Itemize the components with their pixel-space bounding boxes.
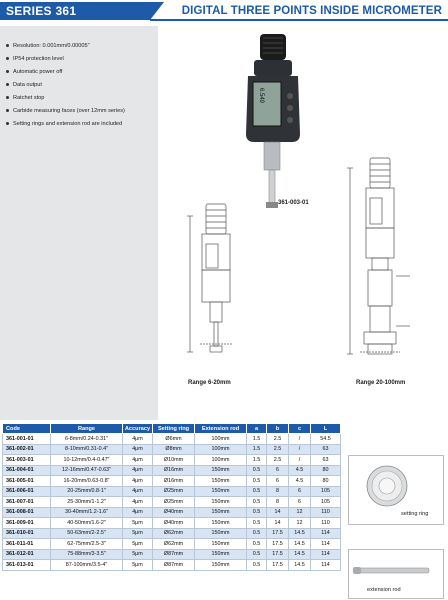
- cell-a: 0.5: [247, 497, 267, 508]
- bullet-icon: [6, 57, 9, 60]
- cell-c: 4.5: [289, 476, 311, 487]
- table-row: [3, 518, 341, 529]
- col-header-c: c: [289, 424, 311, 434]
- extension-rod-label: extension rod: [367, 587, 401, 593]
- cell-accuracy: 5μm: [123, 539, 153, 550]
- cell-a: 0.5: [247, 507, 267, 518]
- col-header-range: Range: [51, 424, 123, 434]
- cell-b: 2.5: [267, 434, 289, 445]
- cell-c: 6: [289, 497, 311, 508]
- cell-c: 4.5: [289, 465, 311, 476]
- cell-a: 0.5: [247, 560, 267, 571]
- table-row: [3, 476, 341, 487]
- cell-setting-ring: Ø8mm: [153, 444, 195, 455]
- cell-l: 63: [311, 455, 341, 466]
- cell-b: 17.5: [267, 549, 289, 560]
- feature-item: IP54 protection level: [6, 53, 196, 66]
- cell-b: 6: [267, 465, 289, 476]
- cell-accuracy: 4μm: [123, 507, 153, 518]
- cell-accuracy: 4μm: [123, 476, 153, 487]
- cell-accuracy: 4μm: [123, 486, 153, 497]
- cell-c: /: [289, 455, 311, 466]
- col-header-b: b: [267, 424, 289, 434]
- cell-code: 361-013-01: [3, 560, 51, 571]
- cell-code: 361-008-01: [3, 507, 51, 518]
- table-row: [3, 560, 341, 571]
- table-row: [3, 455, 341, 466]
- cell-l: 80: [311, 476, 341, 487]
- cell-code: 361-002-01: [3, 444, 51, 455]
- cell-extension-rod: 150mm: [195, 539, 247, 550]
- cell-range: 6-8mm/0.24-0.31": [51, 434, 123, 445]
- cell-code: 361-011-01: [3, 539, 51, 550]
- series-title: SERIES 361: [0, 2, 150, 20]
- feature-item: Data output: [6, 79, 196, 92]
- cell-range: 40-50mm/1.6-2": [51, 518, 123, 529]
- cell-range: 87-100mm/3.5-4": [51, 560, 123, 571]
- large-range-label: Range 20-100mm: [356, 380, 406, 386]
- cell-range: 12-16mm/0.47-0.63": [51, 465, 123, 476]
- feature-item: Automatic power off: [6, 66, 196, 79]
- cell-extension-rod: 100mm: [195, 434, 247, 445]
- cell-b: 14: [267, 507, 289, 518]
- spec-table: [2, 423, 341, 571]
- cell-c: /: [289, 434, 311, 445]
- table-header-row: [3, 424, 341, 434]
- cell-a: 0.5: [247, 549, 267, 560]
- col-header-accuracy: Accuracy: [123, 424, 153, 434]
- cell-l: 114: [311, 528, 341, 539]
- cell-range: 62-75mm/2.5-3": [51, 539, 123, 550]
- feature-item: Setting rings and extension rod are included: [6, 118, 196, 131]
- cell-l: 54.5: [311, 434, 341, 445]
- small-range-label: Range 6-20mm: [188, 380, 231, 386]
- cell-c: 14.5: [289, 560, 311, 571]
- cell-c: /: [289, 444, 311, 455]
- cell-accuracy: 4μm: [123, 444, 153, 455]
- cell-setting-ring: Ø40mm: [153, 518, 195, 529]
- cell-extension-rod: 150mm: [195, 497, 247, 508]
- cell-accuracy: 4μm: [123, 497, 153, 508]
- cell-code: 361-003-01: [3, 455, 51, 466]
- bullet-icon: [6, 122, 9, 125]
- cell-l: 114: [311, 560, 341, 571]
- cell-c: 14.5: [289, 528, 311, 539]
- cell-accuracy: 4μm: [123, 455, 153, 466]
- cell-range: 30-40mm/1.2-1.6": [51, 507, 123, 518]
- bullet-icon: [6, 96, 9, 99]
- cell-range: 10-12mm/0.4-0.47": [51, 455, 123, 466]
- cell-l: 105: [311, 497, 341, 508]
- cell-l: 110: [311, 518, 341, 529]
- product-title: DIGITAL THREE POINTS INSIDE MICROMETER: [181, 5, 442, 17]
- setting-ring-box: [348, 455, 444, 525]
- cell-extension-rod: 150mm: [195, 560, 247, 571]
- brand-logo: ACCUD: [236, 62, 242, 80]
- cell-c: 14.5: [289, 539, 311, 550]
- cell-l: 114: [311, 549, 341, 560]
- cell-setting-ring: Ø40mm: [153, 507, 195, 518]
- cell-range: 8-10mm/0.31-0.4": [51, 444, 123, 455]
- cell-accuracy: 5μm: [123, 518, 153, 529]
- cell-b: 6: [267, 476, 289, 487]
- cell-setting-ring: Ø25mm: [153, 497, 195, 508]
- cell-extension-rod: 150mm: [195, 476, 247, 487]
- cell-a: 0.5: [247, 476, 267, 487]
- cell-a: 0.5: [247, 518, 267, 529]
- cell-b: 17.5: [267, 539, 289, 550]
- cell-extension-rod: 150mm: [195, 507, 247, 518]
- header-bar: [0, 0, 448, 22]
- cell-c: 6: [289, 486, 311, 497]
- cell-c: 12: [289, 518, 311, 529]
- cell-extension-rod: 150mm: [195, 528, 247, 539]
- bullet-icon: [6, 83, 9, 86]
- cell-range: 20-25mm/0.8-1": [51, 486, 123, 497]
- cell-c: 12: [289, 507, 311, 518]
- cell-code: 361-012-01: [3, 549, 51, 560]
- cell-a: 1.5: [247, 434, 267, 445]
- cell-b: 2.5: [267, 455, 289, 466]
- cell-b: 8: [267, 486, 289, 497]
- cell-a: 0.5: [247, 528, 267, 539]
- cell-l: 110: [311, 507, 341, 518]
- cell-setting-ring: Ø16mm: [153, 476, 195, 487]
- cell-accuracy: 5μm: [123, 549, 153, 560]
- cell-code: 361-005-01: [3, 476, 51, 487]
- features-panel: [0, 26, 158, 420]
- technical-drawings: [160, 26, 448, 420]
- col-header-setting-ring: Setting ring: [153, 424, 195, 434]
- feature-item: Resolution: 0.001mm/0.00005": [6, 40, 196, 53]
- table-row: [3, 528, 341, 539]
- col-header-extension-rod: Extension rod: [195, 424, 247, 434]
- table-row: [3, 539, 341, 550]
- col-header-a: a: [247, 424, 267, 434]
- cell-range: 75-88mm/3-3.5": [51, 549, 123, 560]
- cell-accuracy: 5μm: [123, 528, 153, 539]
- cell-extension-rod: 100mm: [195, 444, 247, 455]
- cell-accuracy: 4μm: [123, 434, 153, 445]
- cell-a: 0.5: [247, 486, 267, 497]
- table-row: [3, 497, 341, 508]
- cell-range: 16-20mm/0.63-0.8": [51, 476, 123, 487]
- cell-a: 0.5: [247, 539, 267, 550]
- col-header-code: Code: [3, 424, 51, 434]
- table-row: [3, 507, 341, 518]
- lcd-display: 6.549: [258, 88, 264, 104]
- cell-a: 0.5: [247, 465, 267, 476]
- bullet-icon: [6, 109, 9, 112]
- cell-l: 80: [311, 465, 341, 476]
- cell-code: 361-001-01: [3, 434, 51, 445]
- table-row: [3, 465, 341, 476]
- cell-code: 361-007-01: [3, 497, 51, 508]
- cell-setting-ring: Ø87mm: [153, 560, 195, 571]
- cell-code: 361-010-01: [3, 528, 51, 539]
- cell-range: 50-63mm/2-2.5": [51, 528, 123, 539]
- cell-b: 14: [267, 518, 289, 529]
- cell-extension-rod: 150mm: [195, 486, 247, 497]
- cell-b: 2.5: [267, 444, 289, 455]
- bullet-icon: [6, 44, 9, 47]
- accessories-panel: [344, 433, 448, 600]
- feature-item: Carbide measuring faces (over 12mm series): [6, 105, 196, 118]
- cell-l: 114: [311, 539, 341, 550]
- table-row: [3, 434, 341, 445]
- cell-b: 17.5: [267, 560, 289, 571]
- cell-setting-ring: Ø25mm: [153, 486, 195, 497]
- table-row: [3, 444, 341, 455]
- cell-range: 25-30mm/1-1.2": [51, 497, 123, 508]
- cell-setting-ring: Ø62mm: [153, 539, 195, 550]
- col-header-l: L: [311, 424, 341, 434]
- cell-setting-ring: Ø6mm: [153, 434, 195, 445]
- cell-extension-rod: 100mm: [195, 455, 247, 466]
- cell-setting-ring: Ø87mm: [153, 549, 195, 560]
- cell-extension-rod: 150mm: [195, 549, 247, 560]
- cell-setting-ring: Ø16mm: [153, 465, 195, 476]
- cell-l: 63: [311, 444, 341, 455]
- cell-accuracy: 4μm: [123, 465, 153, 476]
- table-body: [3, 434, 341, 571]
- extension-rod-box: [348, 549, 444, 599]
- large-range-drawing: [347, 158, 410, 354]
- cell-b: 8: [267, 497, 289, 508]
- main-code-label: 361-003-01: [278, 200, 309, 206]
- cell-accuracy: 5μm: [123, 560, 153, 571]
- cell-b: 17.5: [267, 528, 289, 539]
- cell-extension-rod: 150mm: [195, 465, 247, 476]
- cell-extension-rod: 150mm: [195, 518, 247, 529]
- cell-code: 361-006-01: [3, 486, 51, 497]
- table-row: [3, 549, 341, 560]
- cell-a: 1.5: [247, 455, 267, 466]
- cell-setting-ring: Ø10mm: [153, 455, 195, 466]
- cell-setting-ring: Ø62mm: [153, 528, 195, 539]
- product-photo: [236, 34, 300, 208]
- header-divider: [150, 19, 448, 21]
- bullet-icon: [6, 70, 9, 73]
- drawing-area: [160, 26, 448, 420]
- cell-code: 361-004-01: [3, 465, 51, 476]
- cell-l: 105: [311, 486, 341, 497]
- setting-ring-label: setting ring: [401, 511, 429, 517]
- cell-a: 1.5: [247, 444, 267, 455]
- table-row: [3, 486, 341, 497]
- cell-c: 14.5: [289, 549, 311, 560]
- cell-code: 361-009-01: [3, 518, 51, 529]
- feature-item: Ratchet stop: [6, 92, 196, 105]
- setting-ring-icon: [349, 456, 445, 526]
- small-range-drawing: [187, 204, 232, 352]
